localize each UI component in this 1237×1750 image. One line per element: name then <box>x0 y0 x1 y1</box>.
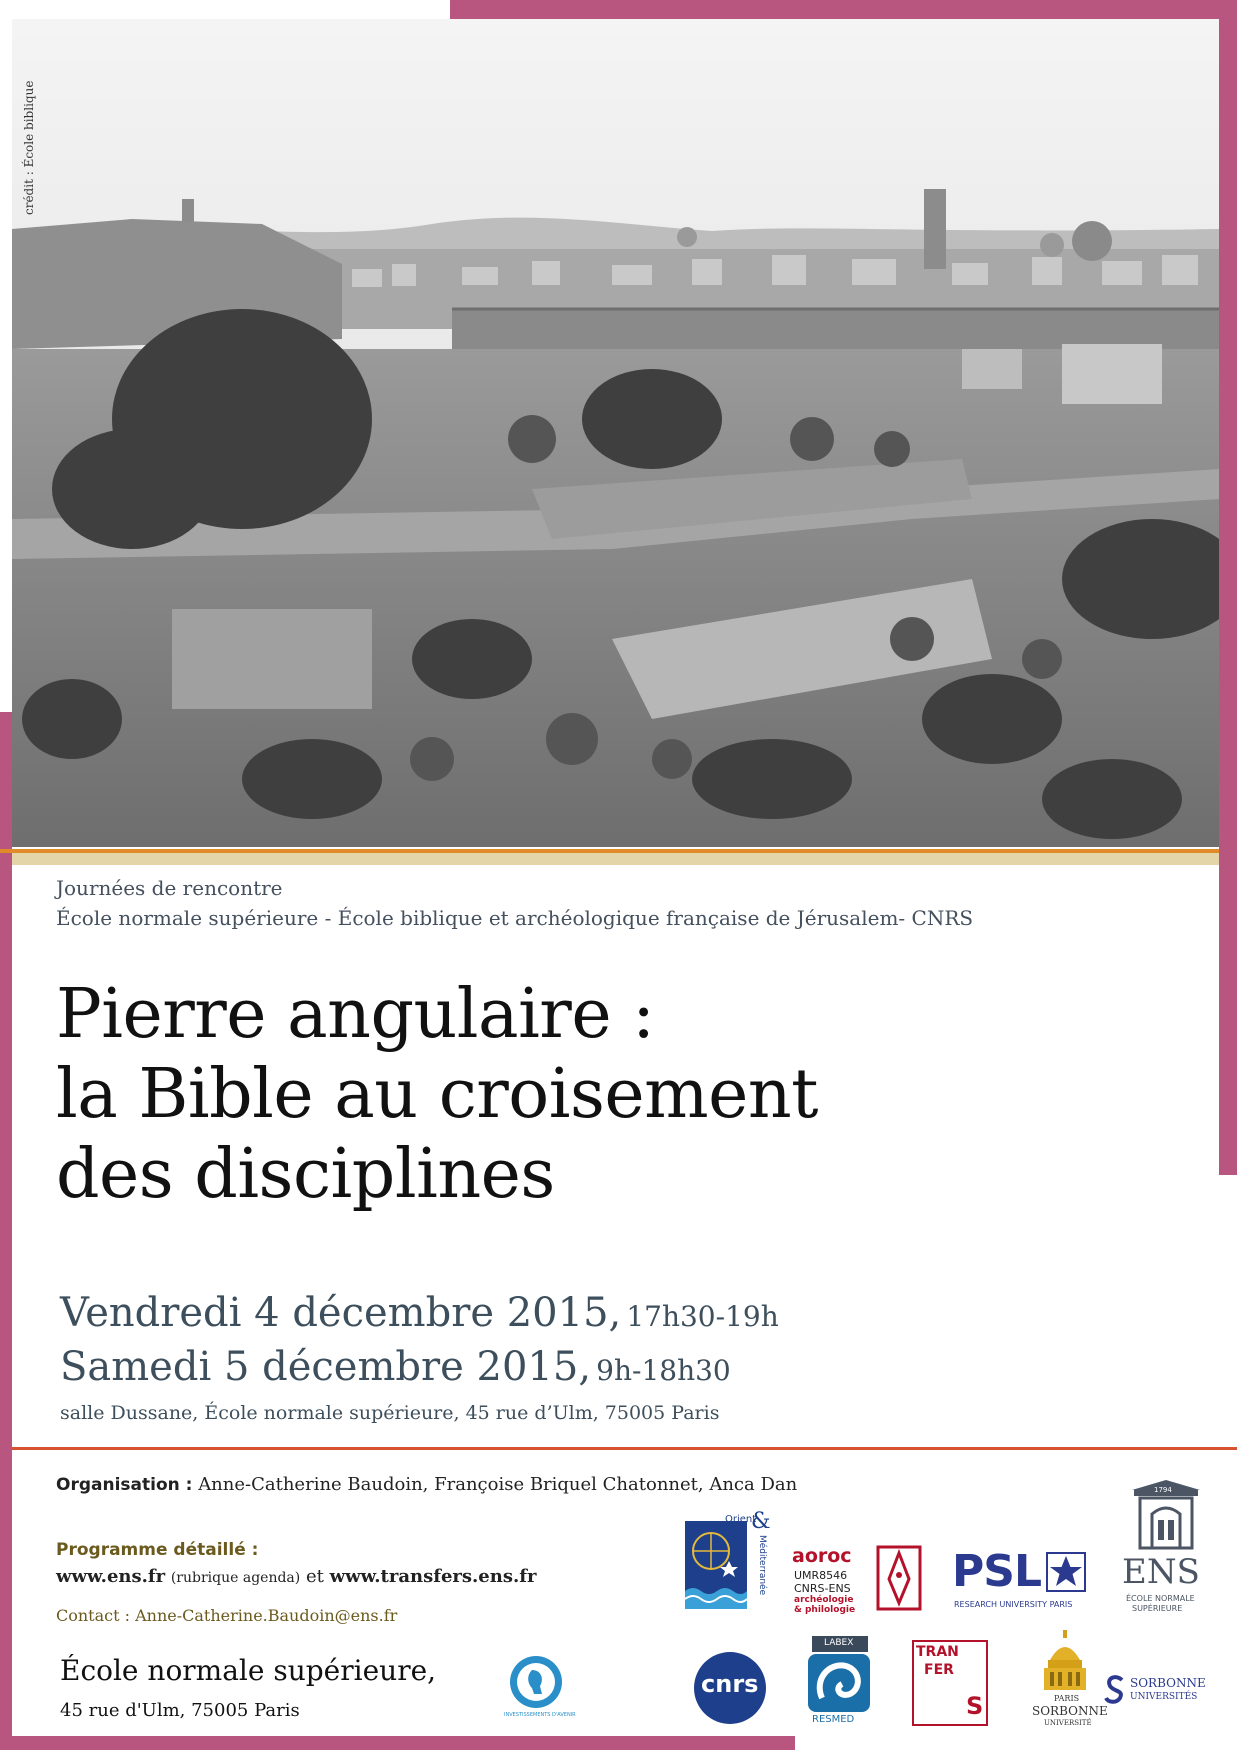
ens-line-1: ÉCOLE NORMALE <box>1126 1594 1195 1603</box>
investissements-text: INVESTISSEMENTS D'AVENIR <box>504 1712 576 1718</box>
resmed-label: RESMED <box>812 1714 855 1725</box>
transfers-text-3: S <box>966 1692 984 1720</box>
paris-sorbonne-logo <box>1022 1630 1108 1728</box>
title-line-1: Pierre angulaire : <box>56 975 655 1054</box>
link-ens[interactable]: www.ens.fr <box>56 1566 166 1587</box>
date-day: Samedi 5 décembre 2015, <box>60 1344 592 1390</box>
ens-line-2: SUPÉRIEURE <box>1132 1604 1183 1613</box>
orient-square-icon <box>685 1521 747 1609</box>
organizers-line: École normale supérieure - École biblique et archéologique française de Jérusalem- CNRS <box>56 906 974 930</box>
orient-word: Orient <box>725 1514 757 1525</box>
star-icon <box>1046 1552 1086 1592</box>
aoroc-line-4: & philologie <box>794 1605 856 1615</box>
labex-label: LABEX <box>824 1638 854 1648</box>
transfers-logo <box>912 1640 988 1726</box>
paris-sorbonne-line-2: SORBONNE <box>1032 1704 1108 1718</box>
ens-name: ENS <box>1122 1552 1200 1592</box>
frame-bar-left <box>0 712 12 1750</box>
programme-label: Programme détaillé : <box>56 1540 259 1560</box>
ens-year: 1794 <box>1154 1486 1172 1494</box>
sorbonne-universites-line-1: SORBONNE <box>1130 1676 1206 1690</box>
pen-nib-icon <box>876 1545 922 1611</box>
aoroc-name: aoroc <box>792 1545 852 1567</box>
date-time: 17h30-19h <box>626 1300 779 1333</box>
paris-sorbonne-line-3: UNIVERSITÉ <box>1044 1719 1092 1727</box>
aoroc-line-1: UMR8546 <box>794 1569 848 1582</box>
frame-bar-right <box>1219 0 1237 1175</box>
labex-banner <box>812 1636 868 1652</box>
footer-address: 45 rue d'Ulm, 75005 Paris <box>60 1700 300 1721</box>
organisation-label: Organisation : <box>56 1475 193 1495</box>
title-line-2: la Bible au croisement <box>56 1055 818 1134</box>
aoroc-line-2: CNRS-ENS <box>794 1582 851 1595</box>
mediterranee-word: Méditerranée <box>757 1535 767 1596</box>
cnrs-logo <box>694 1652 766 1724</box>
link-note: (rubrique agenda) <box>170 1570 301 1586</box>
link-transfers[interactable]: www.transfers.ens.fr <box>329 1566 537 1587</box>
link-conjunction: et <box>305 1566 324 1587</box>
title-line-3: des disciplines <box>56 1135 555 1214</box>
psl-subtitle: RESEARCH UNIVERSITY PARIS <box>954 1600 1073 1609</box>
tan-stripe <box>12 853 1219 865</box>
sorbonne-s-icon <box>1104 1674 1126 1704</box>
aoroc-line-3: archéologie <box>794 1595 854 1605</box>
orient-mediterranee-logo <box>685 1509 773 1613</box>
date-time: 9h-18h30 <box>596 1354 731 1387</box>
transfers-text-1: TRAN <box>916 1644 959 1660</box>
event-type: Journées de rencontre <box>56 876 283 900</box>
date-day: Vendredi 4 décembre 2015, <box>60 1290 622 1336</box>
aoroc-logo <box>792 1545 924 1615</box>
transfers-text-2: FER <box>924 1662 954 1678</box>
date-friday <box>60 1290 779 1336</box>
sorbonne-dome-icon <box>1040 1630 1090 1694</box>
photo-credit: crédit : École biblique <box>22 80 36 215</box>
sorbonne-universites-logo <box>1104 1672 1214 1708</box>
jerusalem-panorama-photo <box>12 19 1219 847</box>
programme-links <box>56 1566 536 1587</box>
ens-logo <box>1118 1478 1214 1618</box>
psl-name: PSL <box>952 1546 1041 1597</box>
contact-email[interactable]: Contact : Anne-Catherine.Baudoin@ens.fr <box>56 1606 398 1625</box>
divider <box>12 1447 1237 1450</box>
organisation <box>56 1474 797 1495</box>
venue: salle Dussane, École normale supérieure, 45 rue d’Ulm, 75005 Paris <box>60 1402 720 1424</box>
frame-bar-top <box>450 0 1237 19</box>
date-saturday <box>60 1344 731 1390</box>
psl-logo <box>950 1546 1090 1616</box>
paris-sorbonne-line-1: PARIS <box>1054 1694 1080 1703</box>
footer-institution: École normale supérieure, <box>60 1654 437 1687</box>
organisation-names: Anne-Catherine Baudoin, Françoise Briquel Chatonnet, Anca Dan <box>198 1474 798 1495</box>
investissements-avenir-logo <box>504 1654 576 1718</box>
frame-bar-bottom <box>0 1736 795 1750</box>
cnrs-name: cnrs <box>701 1670 759 1698</box>
orient-amp: & <box>751 1509 771 1534</box>
sorbonne-universites-line-2: UNIVERSITÉS <box>1130 1692 1198 1702</box>
labex-resmed-logo <box>806 1636 874 1728</box>
labex-wave-icon <box>808 1654 870 1712</box>
